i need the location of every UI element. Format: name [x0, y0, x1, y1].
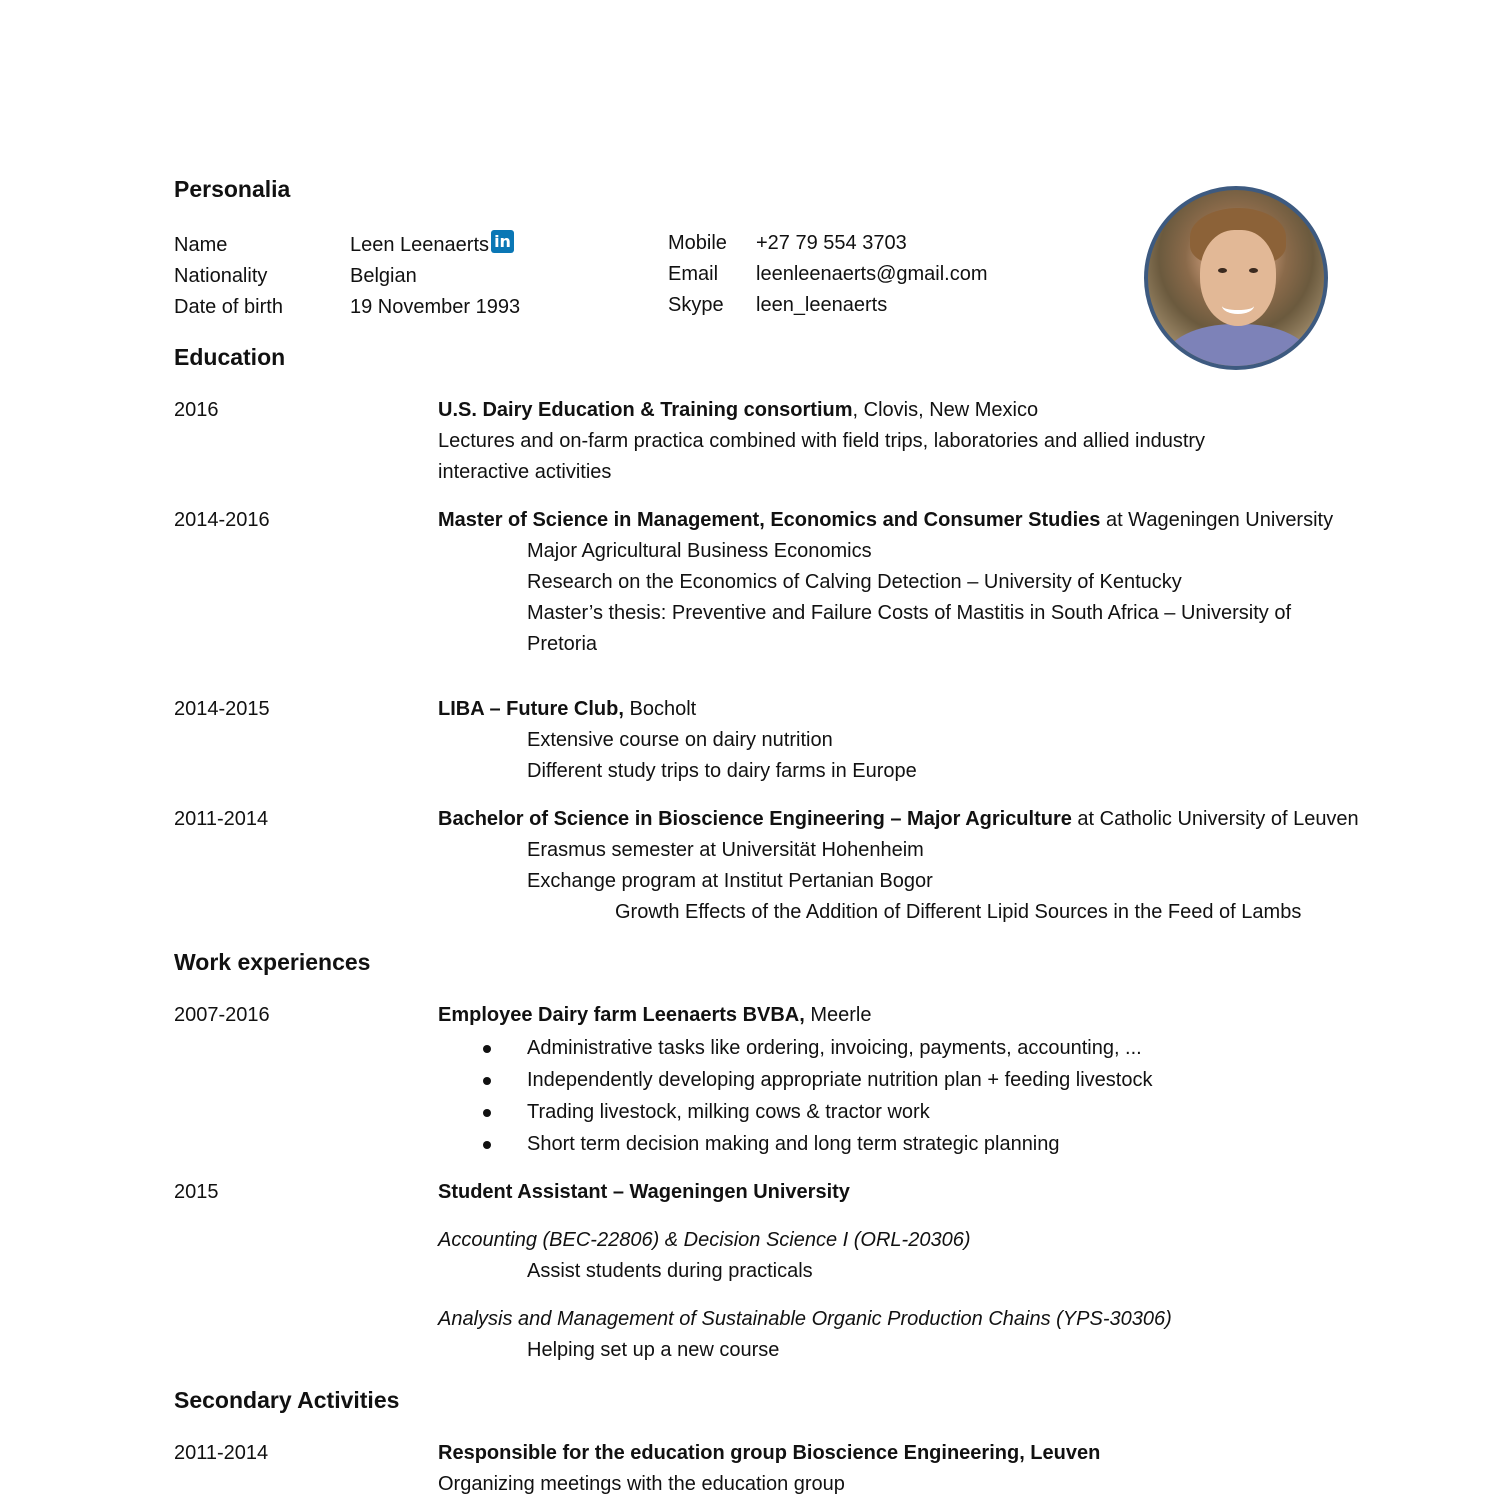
education-detail: Lectures and on-farm practica combined with field trips, laboratories and allied industry — [438, 430, 1206, 452]
education-detail: Major Agricultural Business Economics — [527, 540, 872, 562]
work-title: Student Assistant – Wageningen University — [438, 1181, 850, 1203]
education-year: 2014-2016 — [174, 509, 270, 531]
bullet-icon — [483, 1109, 491, 1117]
work-bullet-item: Short term decision making and long term strategic planning — [527, 1133, 1060, 1155]
profile-photo — [1144, 186, 1328, 370]
work-title-rest: Meerle — [804, 1004, 872, 1026]
education-detail: Extensive course on dairy nutrition — [527, 729, 833, 751]
education-subdetail: Growth Effects of the Addition of Different Lipid Sources in the Feed of Lambs — [615, 901, 1302, 923]
education-title-line — [438, 697, 696, 721]
work-year: 2007-2016 — [174, 1004, 270, 1026]
nationality-label: Nationality — [174, 265, 268, 287]
work-year: 2015 — [174, 1181, 219, 1203]
work-bullet-item: Administrative tasks like ordering, invoicing, payments, accounting, ... — [527, 1037, 1142, 1059]
education-title-line — [438, 807, 1359, 831]
work-course-detail: Assist students during practicals — [527, 1260, 813, 1282]
work-bullet-item: Trading livestock, milking cows & tractor work — [527, 1101, 930, 1123]
email-value[interactable]: leenleenaerts@gmail.com — [756, 263, 988, 285]
education-title: LIBA – Future Club, — [438, 698, 624, 720]
education-detail: Research on the Economics of Calving Detection – University of Kentucky — [527, 571, 1182, 593]
education-detail: Exchange program at Institut Pertanian Bogor — [527, 870, 933, 892]
work-title-line — [438, 1003, 872, 1027]
work-title: Employee Dairy farm Leenaerts BVBA, — [438, 1004, 805, 1026]
name-value: Leen Leenaerts — [350, 234, 490, 256]
education-detail: interactive activities — [438, 461, 612, 483]
education-title: Bachelor of Science in Bioscience Engineering – Major Agriculture — [438, 808, 1072, 830]
work-heading: Work experiences — [174, 949, 371, 975]
secondary-detail: Organizing meetings with the education group — [438, 1473, 845, 1495]
education-heading: Education — [174, 344, 286, 370]
work-course-detail: Helping set up a new course — [527, 1339, 780, 1361]
education-year: 2014-2015 — [174, 698, 270, 720]
education-detail: Master’s thesis: Preventive and Failure Costs of Mastitis in South Africa – University of — [527, 602, 1292, 624]
education-title-rest: , Clovis, New Mexico — [852, 399, 1039, 421]
education-title-rest: at Wageningen University — [1100, 509, 1334, 531]
bullet-icon — [483, 1077, 491, 1085]
bullet-icon — [483, 1141, 491, 1149]
education-title-rest: Bocholt — [623, 698, 697, 720]
email-label: Email — [668, 263, 719, 285]
education-title: Master of Science in Management, Economics and Consumer Studies — [438, 509, 1101, 531]
mobile-label: Mobile — [668, 232, 727, 254]
linkedin-icon[interactable]: in — [491, 230, 514, 253]
bullet-icon — [483, 1045, 491, 1053]
education-title-line — [438, 508, 1333, 532]
skype-value: leen_leenaerts — [756, 294, 888, 316]
education-detail: Different study trips to dairy farms in Europe — [527, 760, 917, 782]
education-title-rest: at Catholic University of Leuven — [1071, 808, 1359, 830]
secondary-year: 2011-2014 — [174, 1442, 269, 1464]
nationality-value: Belgian — [350, 265, 417, 287]
mobile-value: +27 79 554 3703 — [756, 232, 907, 254]
skype-label: Skype — [668, 294, 724, 316]
education-title: U.S. Dairy Education & Training consortium — [438, 399, 853, 421]
work-course: Accounting (BEC-22806) & Decision Science I (ORL-20306) — [438, 1229, 971, 1251]
dob-label: Date of birth — [174, 296, 283, 318]
education-year: 2016 — [174, 399, 219, 421]
education-year: 2011-2014 — [174, 808, 269, 830]
work-bullet-item: Independently developing appropriate nutrition plan + feeding livestock — [527, 1069, 1153, 1091]
dob-value: 19 November 1993 — [350, 296, 521, 318]
education-detail: Pretoria — [527, 633, 598, 655]
work-course: Analysis and Management of Sustainable Organic Production Chains (YPS-30306) — [438, 1308, 1172, 1330]
name-label: Name — [174, 234, 228, 256]
secondary-heading: Secondary Activities — [174, 1387, 400, 1413]
personalia-heading: Personalia — [174, 176, 291, 202]
education-title-line — [438, 398, 1038, 422]
education-detail: Erasmus semester at Universität Hohenheim — [527, 839, 924, 861]
secondary-title: Responsible for the education group Bioscience Engineering, Leuven — [438, 1442, 1101, 1464]
